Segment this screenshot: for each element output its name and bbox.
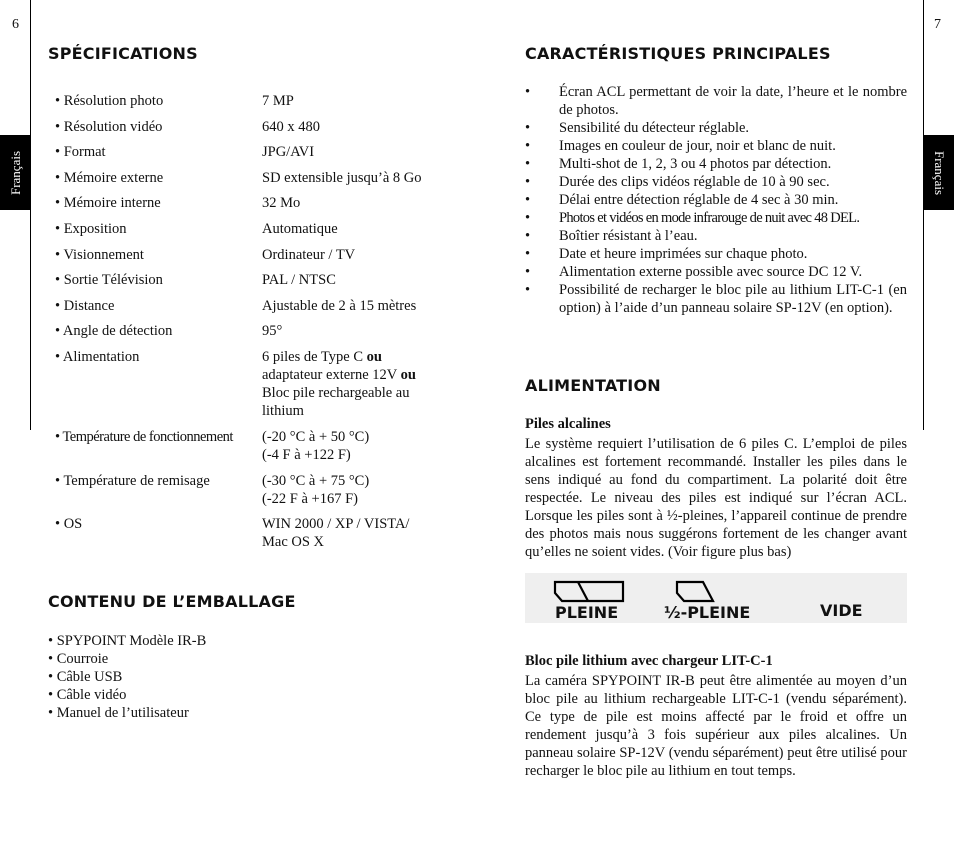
list-item [525, 155, 907, 173]
bullet: • [525, 282, 531, 298]
spec-value [262, 515, 455, 555]
specifications-table [55, 92, 455, 555]
spec-label: • Distance [55, 297, 115, 314]
spec-value: 7 MP [262, 93, 294, 109]
bullet: • [525, 138, 531, 154]
list-item [525, 137, 907, 155]
spec-row [55, 118, 455, 144]
spec-value: Ajustable de 2 à 15 mètres [262, 297, 417, 314]
battery-level-label: ½-PLEINE [664, 603, 751, 622]
alkaline-heading: Piles alcalines [525, 416, 611, 432]
battery-half-icon [675, 579, 727, 603]
feature-text: Alimentation externe possible avec source DC 12 V. [559, 264, 863, 280]
list-item [525, 119, 907, 137]
bullet: • [525, 228, 531, 244]
spec-label: • Résolution photo [55, 93, 164, 109]
spec-label: • Température de fonctionnement [55, 428, 233, 445]
spec-value-line: (-4 F à +122 F) [262, 446, 351, 463]
battery-level-label: PLEINE [555, 603, 619, 622]
spec-value: 640 x 480 [262, 118, 320, 135]
bullet: • [525, 246, 531, 262]
alkaline-paragraph: Le système requiert l’utilisation de 6 piles C. L’emploi de piles alcalines est fortement recommandé. Installer les piles dans le sens indiqué au fond du compartiment. La polarité doit être respectée. Le niveau des piles est indiqué sur l’écran ACL. Lorsque les piles sont à ½-pleines, l’appareil continue de prendre des photos mais nous suggérons fortement de les changer avant qu’elles ne soient vides. (Voir figure plus bas) [525, 436, 907, 560]
specifications-title: SPÉCIFICATIONS [48, 44, 198, 63]
feature-text: Écran ACL permettant de voir la date, l’heure et le nombre de photos. [559, 84, 907, 118]
language-tab-right [923, 135, 954, 210]
spec-value: PAL / NTSC [262, 272, 336, 289]
feature-text: Délai entre détection réglable de 4 sec à 30 min. [559, 192, 839, 208]
spec-label: • Sortie Télévision [55, 272, 163, 289]
bullet: • [525, 174, 531, 190]
spec-row [55, 92, 455, 118]
spec-value-line: (-20 °C à + 50 °C) [262, 428, 370, 445]
feature-text: Possibilité de recharger le bloc pile au lithium LIT-C-1 (en option) à l’aide d’un panneau solaire SP-12V (en option). [559, 282, 907, 316]
lithium-paragraph: La caméra SPYPOINT IR-B peut être alimentée au moyen d’un bloc pile au lithium rechargeable LIT-C-1 (vendu séparément). Ce type de pile est moins affecté par le froid et offre un rendement jusqu’à 3 fois supérieur aux piles alcalines. Un panneau solaire SP-12V (vendu séparément) peut être utilisé pour recharger le bloc pile au lithium en tout temps. [525, 673, 907, 779]
list-item [525, 173, 907, 191]
spec-row [55, 194, 455, 220]
list-item [525, 227, 907, 245]
spec-value [262, 472, 455, 515]
spec-value [262, 348, 455, 428]
battery-level-label: VIDE [820, 601, 863, 620]
language-tab-label: Français [7, 150, 23, 195]
feature-text: Durée des clips vidéos réglable de 10 à 90 sec. [559, 174, 830, 190]
feature-text: Multi-shot de 1, 2, 3 ou 4 photos par détection. [559, 156, 832, 172]
battery-level-figure [525, 573, 907, 623]
list-item [525, 281, 907, 317]
spec-row [55, 220, 455, 246]
spec-value-emphasis: ou [366, 348, 382, 365]
language-tab-left [0, 135, 31, 210]
spec-label: • Alimentation [55, 348, 140, 365]
spec-label: • Exposition [55, 220, 127, 237]
spec-row [55, 169, 455, 195]
spec-value-line: Mac OS X [262, 533, 325, 550]
page-number-left: 6 [12, 17, 19, 32]
spec-label: • Visionnement [55, 246, 144, 263]
spec-row [55, 428, 455, 472]
spec-value [262, 428, 455, 472]
feature-text: Date et heure imprimées sur chaque photo. [559, 246, 808, 262]
main-features-title: CARACTÉRISTIQUES PRINCIPALES [525, 44, 831, 63]
spec-label: • OS [55, 515, 83, 532]
spec-row [55, 246, 455, 272]
spec-value-line: (-30 °C à + 75 °C) [262, 472, 370, 489]
spec-row [55, 472, 455, 515]
page-rule-right [923, 0, 924, 430]
spec-value: JPG/AVI [262, 144, 315, 161]
list-item: • Manuel de l’utilisateur [48, 705, 189, 721]
list-item [525, 83, 907, 119]
page-number-right: 7 [934, 17, 941, 32]
spec-label: • Format [55, 144, 106, 161]
spec-label: • Résolution vidéo [55, 118, 163, 135]
bullet: • [525, 192, 531, 208]
language-tab-label: Français [931, 150, 947, 195]
spec-label: • Angle de détection [55, 323, 173, 340]
spec-value-line: Bloc pile rechargeable au [262, 384, 410, 401]
spec-value-line: adaptateur externe 12V [262, 366, 401, 383]
spec-value: 32 Mo [262, 195, 301, 212]
main-features-list [525, 83, 907, 317]
spec-value-emphasis: ou [400, 366, 416, 383]
spec-value: SD extensible jusqu’à 8 Go [262, 169, 422, 186]
bullet: • [525, 120, 531, 136]
lithium-heading: Bloc pile lithium avec chargeur LIT-C-1 [525, 653, 773, 669]
spec-row [55, 322, 455, 348]
list-item [525, 191, 907, 209]
feature-text: Photos et vidéos en mode infrarouge de nuit avec 48 DEL. [559, 210, 860, 226]
spec-value-line: WIN 2000 / XP / VISTA/ [262, 515, 410, 532]
spec-row [55, 143, 455, 169]
spec-label: • Température de remisage [55, 472, 210, 489]
package-contents-title: CONTENU DE L’EMBALLAGE [48, 592, 296, 611]
spec-label: • Mémoire interne [55, 195, 161, 212]
list-item: • SPYPOINT Modèle IR-B [48, 633, 207, 649]
list-item [525, 209, 907, 227]
spec-value-line: (-22 F à +167 F) [262, 490, 358, 507]
spec-value-line: lithium [262, 402, 304, 419]
spec-row [55, 271, 455, 297]
spec-value-line: 6 piles de Type C [262, 348, 367, 365]
bullet: • [525, 84, 531, 100]
bullet: • [525, 210, 531, 226]
list-item [525, 245, 907, 263]
list-item: • Courroie [48, 651, 109, 667]
feature-text: Images en couleur de jour, noir et blanc de nuit. [559, 138, 836, 154]
list-item [525, 263, 907, 281]
package-contents-list [48, 632, 206, 722]
bullet: • [525, 156, 531, 172]
spec-row [55, 348, 455, 428]
spec-value: Automatique [262, 220, 338, 237]
list-item: • Câble vidéo [48, 687, 127, 703]
power-title: ALIMENTATION [525, 376, 661, 395]
bullet: • [525, 264, 531, 280]
battery-full-icon [553, 579, 625, 603]
spec-label: • Mémoire externe [55, 169, 164, 186]
spec-row [55, 515, 455, 555]
list-item: • Câble USB [48, 669, 123, 685]
page-rule-left [30, 0, 31, 430]
spec-row [55, 297, 455, 323]
spec-value: 95° [262, 323, 283, 340]
feature-text: Sensibilité du détecteur réglable. [559, 120, 750, 136]
feature-text: Boîtier résistant à l’eau. [559, 228, 698, 244]
spec-value: Ordinateur / TV [262, 246, 356, 263]
